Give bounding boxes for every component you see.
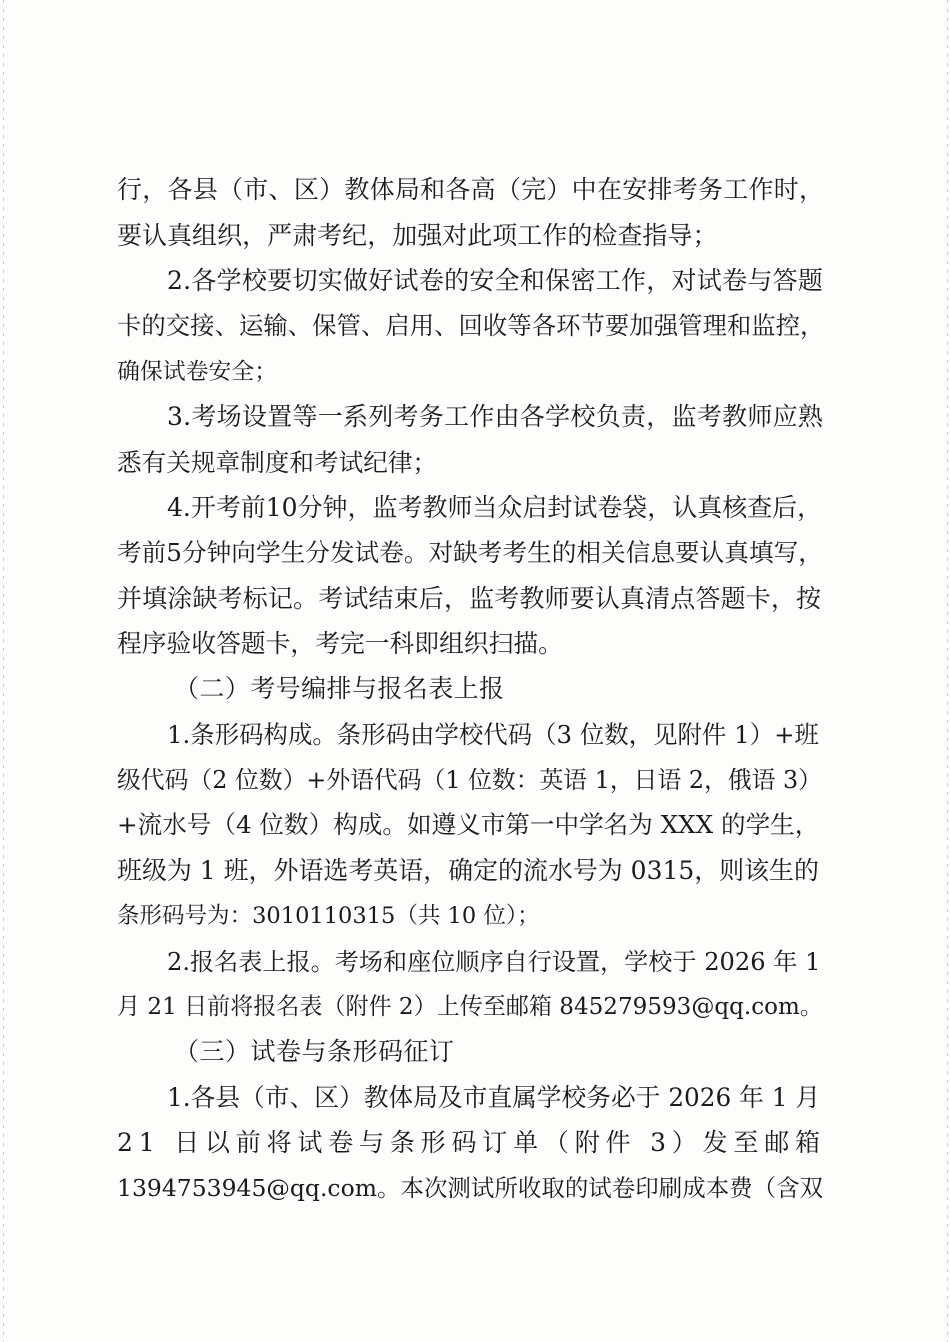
section-heading-3: （三）试卷与条形码征订 — [174, 1037, 455, 1066]
text-line-14: 级代码（2 位数）+外语代码（1 位数：英语 1，日语 2，俄语 3） — [117, 766, 822, 794]
text-line-10: 并填涂缺考标记。考试结束后，监考教师要认真清点答题卡，按 — [117, 584, 822, 613]
text-line-9: 考前5分钟向学生分发试卷。对缺考考生的相关信息要认真填写， — [117, 538, 823, 567]
text-line-11: 程序验收答题卡，考完一科即组织扫描。 — [117, 629, 563, 658]
text-line-22: 21 日以前将试卷与条形码订单（附件 3）发至邮箱 — [117, 1128, 826, 1157]
text-line-2: 要认真组织，严肃考纪，加强对此项工作的检查指导； — [117, 221, 718, 250]
text-line-17: 条形码号为：3010110315（共 10 位）； — [117, 903, 540, 929]
text-line-6: 3.考场设置等一系列考务工作由各学校负责，监考教师应熟 — [167, 402, 824, 431]
section-heading-2: （二）考号编排与报名表上报 — [174, 674, 505, 703]
text-line-18: 2.报名表上报。考场和座位顺序自行设置，学校于 2026 年 1 — [167, 948, 821, 976]
text-line-13: 1.条形码构成。条形码由学校代码（3 位数，见附件 1）+班 — [167, 720, 819, 749]
text-line-5: 确保试卷安全； — [117, 359, 278, 385]
scan-edge-right — [947, 0, 948, 1342]
text-line-16: 班级为 1 班，外语选考英语，确定的流水号为 0315，则该生的 — [117, 856, 819, 885]
text-line-3: 2.各学校要切实做好试卷的安全和保密工作，对试卷与答题 — [167, 266, 824, 295]
scan-edge-left — [3, 0, 4, 1342]
text-line-7: 悉有关规章制度和考试纪律； — [117, 448, 438, 477]
text-line-4: 卡的交接、运输、保管、启用、回收等各环节要加强管理和监控， — [117, 311, 825, 340]
text-line-23: 1394753945@qq.com。本次测试所收取的试卷印刷成本费（含双 — [117, 1174, 824, 1202]
text-line-19: 月 21 日前将报名表（附件 2）上传至邮箱 845279593@qq.com。 — [117, 994, 823, 1020]
text-line-1: 行，各县（市、区）教体局和各高（完）中在安排考务工作时， — [117, 175, 825, 204]
text-line-8: 4.开考前10分钟，监考教师当众启封试卷袋，认真核查后， — [167, 493, 823, 522]
text-line-15: +流水号（4 位数）构成。如遵义市第一中学名为 XXX 的学生， — [117, 810, 820, 839]
text-line-21: 1.各县（市、区）教体局及市直属学校务必于 2026 年 1 月 — [167, 1083, 821, 1112]
